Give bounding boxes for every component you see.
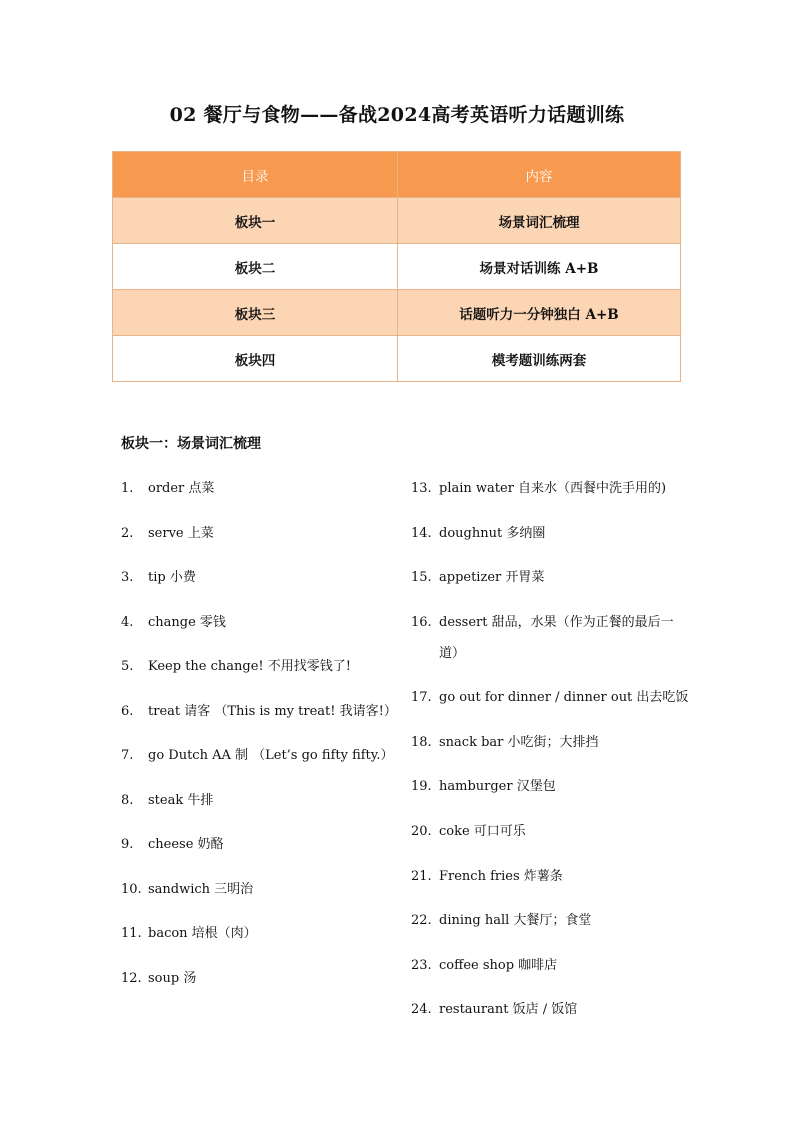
toc-block: 板块三 <box>113 290 398 336</box>
item-text: snack bar 小吃街；大排挡 <box>439 735 599 750</box>
item-text: coke 可口可乐 <box>439 824 526 839</box>
item-number: 19. <box>411 779 432 794</box>
toc-row <box>113 244 681 290</box>
toc-content: 话题听力一分钟独白 A+B <box>398 290 681 336</box>
item-number: 1. <box>121 481 134 496</box>
item-number: 17. <box>411 690 432 705</box>
item-text: Keep the change! 不用找零钱了! <box>148 659 351 674</box>
item-number: 4. <box>121 615 134 630</box>
item-text: dining hall 大餐厅；食堂 <box>439 913 592 928</box>
item-text: coffee shop 咖啡店 <box>439 958 558 973</box>
item-number: 6. <box>121 704 134 719</box>
table-of-contents <box>112 151 681 382</box>
toc-content: 模考题训练两套 <box>398 336 681 382</box>
item-number: 16. <box>411 615 432 630</box>
item-text: appetizer 开胃菜 <box>439 570 545 585</box>
item-text: change 零钱 <box>148 615 226 630</box>
item-text: tip 小费 <box>148 570 196 585</box>
toc-header-content: 内容 <box>398 152 681 198</box>
item-number: 5. <box>121 659 134 674</box>
item-number: 7. <box>121 748 134 763</box>
toc-row <box>113 198 681 244</box>
document-title: 02 餐厅与食物——备战2024高考英语听力话题训练 <box>169 104 625 126</box>
toc-content: 场景词汇梳理 <box>398 198 681 244</box>
item-text: doughnut 多纳圈 <box>439 526 546 541</box>
item-text: cheese 奶酪 <box>148 837 224 852</box>
toc-header-row <box>113 152 681 198</box>
item-text: serve 上菜 <box>148 526 214 541</box>
item-number: 14. <box>411 526 432 541</box>
item-number: 24. <box>411 1002 432 1017</box>
item-number: 18. <box>411 735 432 750</box>
item-number: 23. <box>411 958 432 973</box>
item-number: 21. <box>411 869 432 884</box>
item-number: 11. <box>121 926 142 941</box>
item-text: restaurant 饭店 / 饭馆 <box>439 1002 578 1017</box>
item-number: 2. <box>121 526 134 541</box>
toc-header-catalog: 目录 <box>113 152 398 198</box>
item-text: hamburger 汉堡包 <box>439 779 556 794</box>
item-text: steak 牛排 <box>148 793 214 808</box>
item-text: French fries 炸薯条 <box>439 869 563 884</box>
toc-row <box>113 336 681 382</box>
item-number: 13. <box>411 481 432 496</box>
item-text: sandwich 三明治 <box>148 882 254 897</box>
item-text: soup 汤 <box>148 971 197 986</box>
item-text: treat 请客 （This is my treat! 我请客!） <box>148 704 397 719</box>
item-number: 9. <box>121 837 134 852</box>
item-number: 22. <box>411 913 432 928</box>
toc-row <box>113 290 681 336</box>
toc-block: 板块二 <box>113 244 398 290</box>
item-text: dessert 甜品，水果（作为正餐的最后一道） <box>439 615 674 661</box>
toc-block: 板块一 <box>113 198 398 244</box>
item-text: bacon 培根（肉） <box>148 926 257 941</box>
item-number: 10. <box>121 882 142 897</box>
item-number: 3. <box>121 570 134 585</box>
item-text: plain water 自来水（西餐中洗手用的) <box>439 481 667 496</box>
toc-block: 板块四 <box>113 336 398 382</box>
item-number: 8. <box>121 793 134 808</box>
item-text: order 点菜 <box>148 481 215 496</box>
section-heading: 板块一：场景词汇梳理 <box>121 436 261 452</box>
item-number: 15. <box>411 570 432 585</box>
item-text: go Dutch AA 制 （Let’s go fifty fifty.） <box>148 748 394 763</box>
item-number: 12. <box>121 971 142 986</box>
item-number: 20. <box>411 824 432 839</box>
toc-content: 场景对话训练 A+B <box>398 244 681 290</box>
item-text: go out for dinner / dinner out 出去吃饭 <box>439 690 689 705</box>
